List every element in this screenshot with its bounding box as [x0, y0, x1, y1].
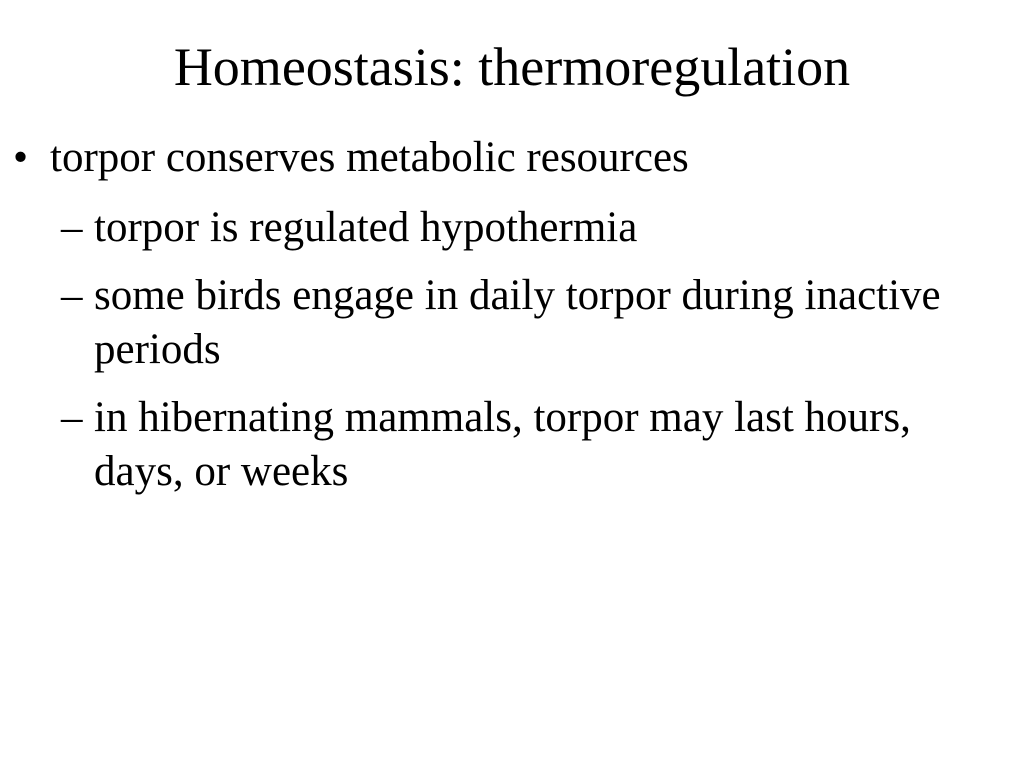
slide-title: Homeostasis: thermoregulation	[173, 37, 851, 97]
sub-bullet-text: in hibernating mammals, torpor may last hours, days, or weeks	[94, 394, 911, 495]
sub-bullet-text: some birds engage in daily torpor during inactive periods	[94, 272, 941, 373]
sub-bullet-marker: –	[61, 272, 83, 319]
sub-bullet-marker: –	[61, 394, 83, 441]
sub-bullet-marker: –	[61, 204, 83, 251]
slide-content	[0, 128, 1024, 499]
bullet-text: torpor conserves metabolic resources	[50, 134, 689, 181]
sub-bullet-item	[0, 201, 974, 255]
sub-bullet-text: torpor is regulated hypothermia	[94, 204, 638, 251]
bullet-marker: •	[13, 134, 29, 181]
bullet-item	[0, 128, 1024, 188]
sub-bullet-item	[0, 391, 974, 499]
sub-bullet-item	[0, 269, 974, 377]
